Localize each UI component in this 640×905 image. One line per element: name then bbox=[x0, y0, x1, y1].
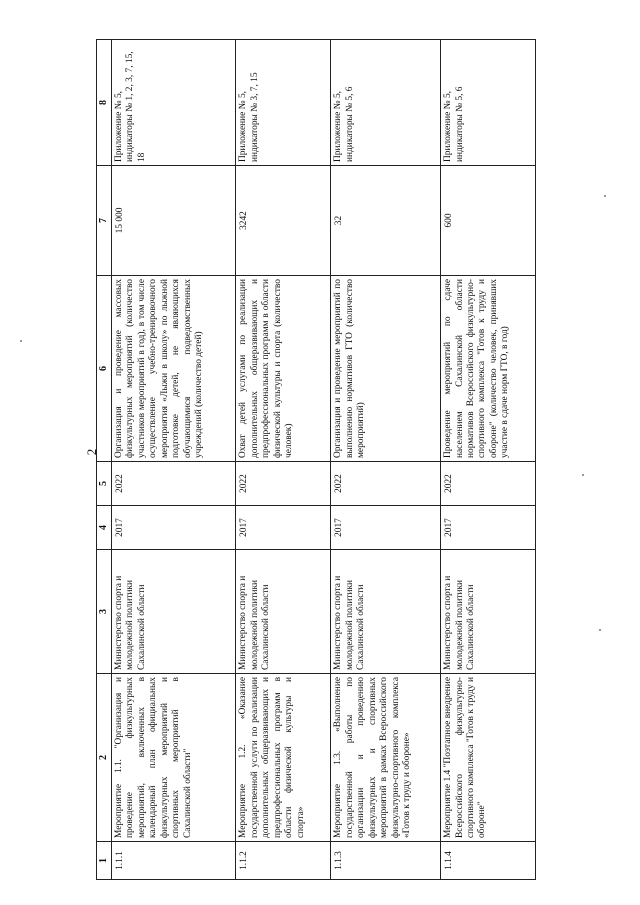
scan-speck bbox=[599, 629, 601, 631]
scan-speck bbox=[604, 195, 606, 197]
start-year-cell: 2017 bbox=[236, 506, 331, 550]
end-year-cell: 2022 bbox=[236, 462, 331, 506]
column-header: 4 bbox=[97, 506, 112, 550]
table-row bbox=[441, 40, 536, 880]
expected-result-cell: Охват детей услугами по реализации дополнительных общеразвивающих и предпрофессиональных программ в области физической культуры и спорта (количество человек) bbox=[236, 276, 331, 462]
column-header: 1 bbox=[97, 842, 112, 880]
table-row bbox=[236, 40, 331, 880]
target-value-cell: 600 bbox=[441, 166, 536, 276]
expected-result-cell: Организация и проведение массовых физкультурных мероприятий (количество участников мероприятий в год), в том числе осуществление учебно-тренировочного мероприятия «Лыжи в школу» по лыжной подготовке детей, не являющихся обучающимися подведомственных учреждений (количество детей) bbox=[112, 276, 236, 462]
start-year-cell: 2017 bbox=[331, 506, 441, 550]
indicator-link-cell: Приложение № 5, индикаторы № 5, 6 bbox=[441, 40, 536, 166]
table-header-row bbox=[97, 40, 112, 880]
start-year-cell: 2017 bbox=[441, 506, 536, 550]
column-header: 5 bbox=[97, 462, 112, 506]
column-header: 2 bbox=[97, 674, 112, 842]
expected-result-cell: Проведение мероприятий по сдаче населением Сахалинской области нормативов Всероссийского физкультурно-спортивного комплекса "Готов к труду и обороне" (количество человек, принявших участие в сдаче норм ГТО, в год) bbox=[441, 276, 536, 462]
start-year-cell: 2017 bbox=[112, 506, 236, 550]
executor-cell: Министерство спорта и молодежной политики Сахалинской области bbox=[236, 550, 331, 674]
scan-speck bbox=[20, 340, 22, 342]
end-year-cell: 2022 bbox=[441, 462, 536, 506]
target-value-cell: 32 bbox=[331, 166, 441, 276]
column-header: 6 bbox=[97, 276, 112, 462]
expected-result-cell: Организация и проведение мероприятий по выполнению нормативов ГТО (количество мероприятий) bbox=[331, 276, 441, 462]
indicator-link-cell: Приложение № 5, индикаторы № 3, 7, 15 bbox=[236, 40, 331, 166]
end-year-cell: 2022 bbox=[331, 462, 441, 506]
rotated-page-content bbox=[96, 40, 536, 880]
program-measures-table bbox=[96, 39, 536, 880]
target-value-cell: 15 000 bbox=[112, 166, 236, 276]
row-number-cell: 1.1.2 bbox=[236, 842, 331, 880]
executor-cell: Министерство спорта и молодежной политики Сахалинской области bbox=[441, 550, 536, 674]
table-row bbox=[112, 40, 236, 880]
row-number-cell: 1.1.4 bbox=[441, 842, 536, 880]
column-header: 3 bbox=[97, 550, 112, 674]
table-row bbox=[331, 40, 441, 880]
executor-cell: Министерство спорта и молодежной политики Сахалинской области bbox=[112, 550, 236, 674]
executor-cell: Министерство спорта и молодежной политики Сахалинской области bbox=[331, 550, 441, 674]
indicator-link-cell: Приложение № 5, индикаторы № 5, 6 bbox=[331, 40, 441, 166]
target-value-cell: 3242 bbox=[236, 166, 331, 276]
scan-speck bbox=[582, 474, 584, 476]
measure-name-cell: Мероприятие 1.3. «Выполнение государственной работы по организации и проведению физкультурных и спортивных мероприятий в рамках Всероссийского физкультурно-спортивного комплекса «Готов к труду и обороне» bbox=[331, 674, 441, 842]
measure-name-cell: Мероприятие 1.2. «Оказание государственной услуги по реализации дополнительных общеразвивающих и предпрофессиональных программ в области физической культуры и спорта» bbox=[236, 674, 331, 842]
column-header: 7 bbox=[97, 166, 112, 276]
column-header: 8 bbox=[97, 40, 112, 166]
row-number-cell: 1.1.3 bbox=[331, 842, 441, 880]
end-year-cell: 2022 bbox=[112, 462, 236, 506]
measure-name-cell: Мероприятие 1.4 "Поэтапное внедрение Всероссийского физкультурно-спортивного комплекса "Готов к труду и обороне" bbox=[441, 674, 536, 842]
page-number: 2 bbox=[84, 448, 99, 456]
indicator-link-cell: Приложение № 5, индикаторы № 1, 2, 3, 7, 15, 18 bbox=[112, 40, 236, 166]
row-number-cell: 1.1.1 bbox=[112, 842, 236, 880]
measure-name-cell: Мероприятие 1.1. "Организация и проведение физкультурных мероприятий, включенных в календарный план официальных физкультурных мероприятий и спортивных мероприятий в Сахалинской области" bbox=[112, 674, 236, 842]
